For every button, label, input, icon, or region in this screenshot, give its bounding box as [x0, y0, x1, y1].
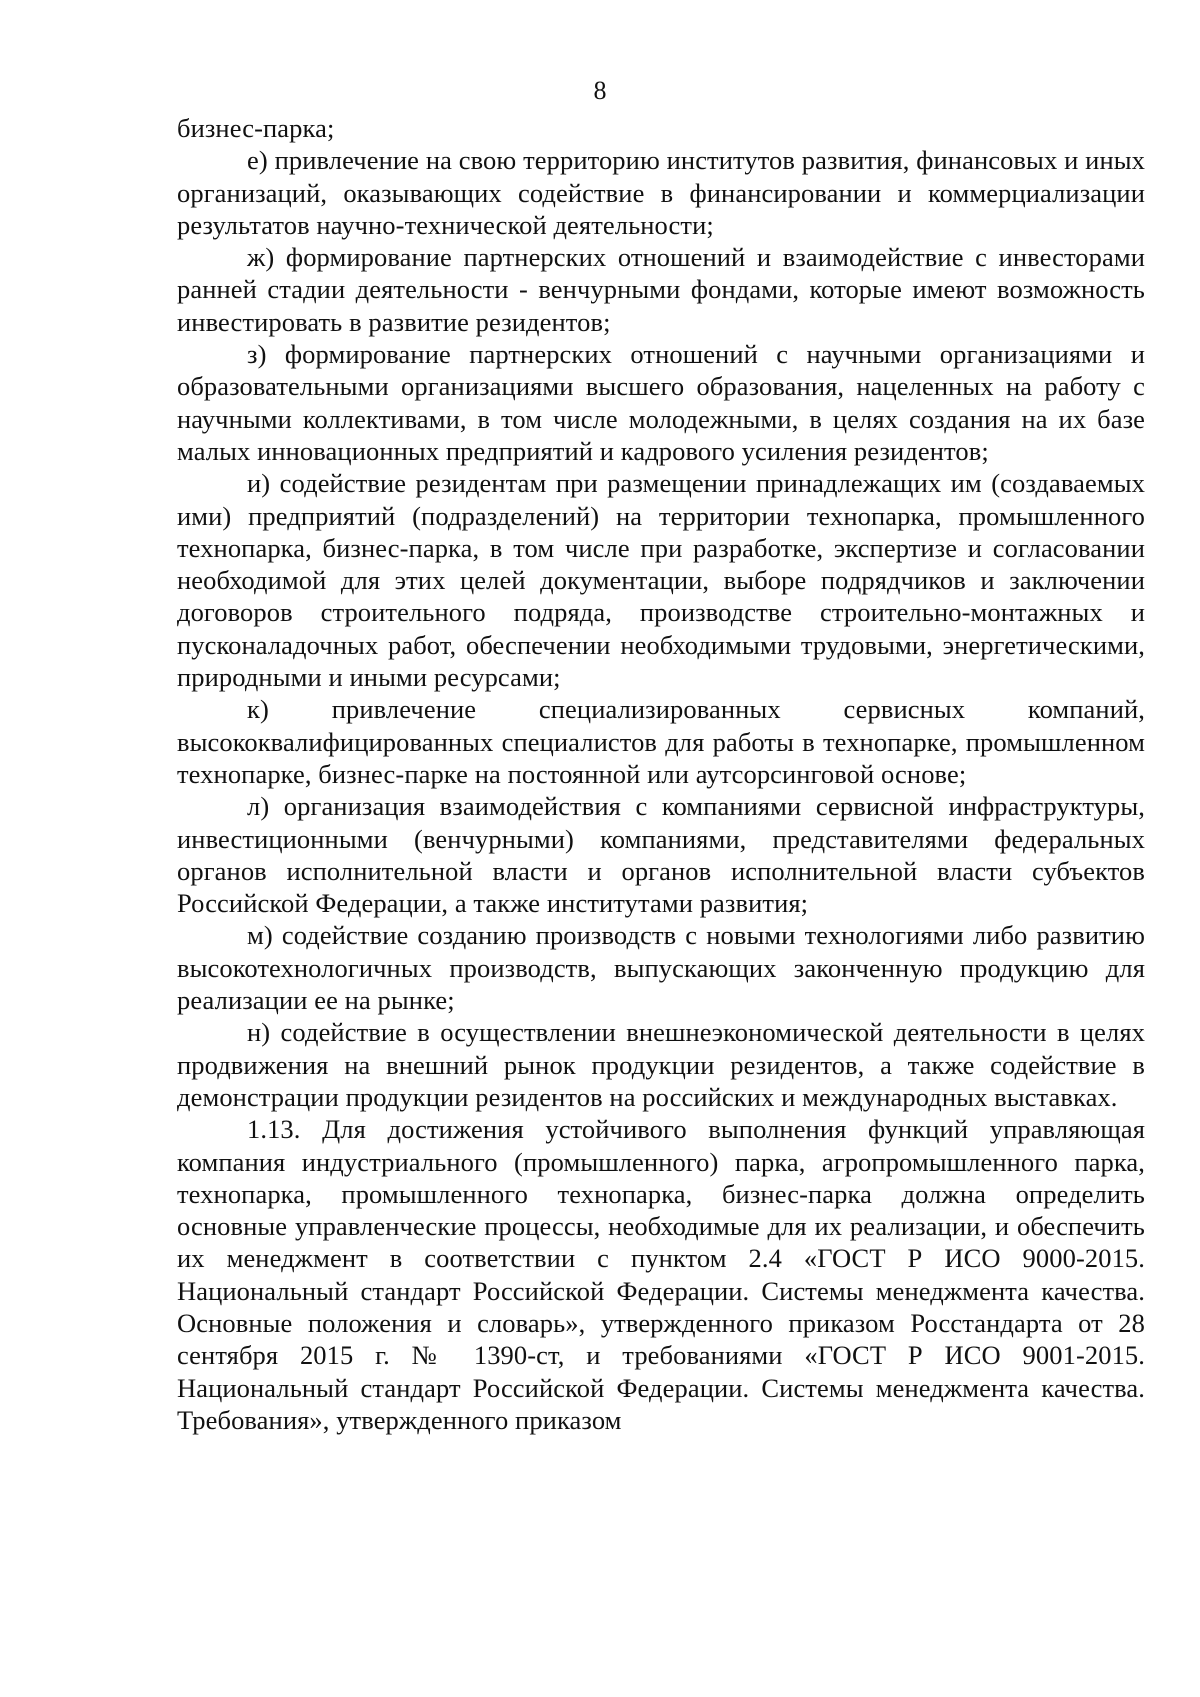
- list-item-text: содействие созданию производств с новыми технологиями либо развитию высокотехнологичных производств, выпускающих законченную продукцию для реализации ее на рынке;: [177, 920, 1145, 1016]
- paragraph-text: бизнес-парка;: [177, 113, 335, 143]
- list-item-text: организация взаимодействия с компаниями сервисной инфраструктуры, инвестиционными (венчурными) компаниями, представителями федеральных органов исполнительной власти и органов исполнительной власти субъектов Российской Федерации, а также институтами развития;: [177, 791, 1145, 919]
- list-item-l: [177, 790, 1145, 919]
- list-item-marker: з): [247, 339, 267, 370]
- document-body: [177, 112, 1145, 1436]
- paragraph-continuation: [177, 112, 1145, 144]
- list-item-marker: к): [247, 694, 269, 725]
- list-item-marker: и): [247, 468, 271, 499]
- list-item-marker: е): [247, 145, 268, 176]
- list-item-z: [177, 338, 1145, 467]
- list-item-text: содействие в осуществлении внешнеэкономической деятельности в целях продвижения на внешний рынок продукции резидентов, а также содействие в демонстрации продукции резидентов на российских и международных выставках.: [177, 1017, 1145, 1112]
- list-item-n: [177, 1016, 1145, 1113]
- page-number: 8: [593, 76, 607, 105]
- list-item-text: привлечение на свою территорию институтов развития, финансовых и иных организаций, оказывающих содействие в финансировании и коммерциализации результатов научно-технической деятельности;: [177, 145, 1145, 240]
- list-item-m: [177, 919, 1145, 1016]
- list-item-marker: л): [247, 791, 270, 822]
- list-item-marker: м): [247, 920, 273, 951]
- list-item-zh: [177, 241, 1145, 338]
- list-item-text: привлечение специализированных сервисных компаний, высококвалифицированных специалистов для работы в технопарке, промышленном технопарке, бизнес-парке на постоянной или аутсорсинговой основе;: [177, 694, 1145, 789]
- list-item-text: формирование партнерских отношений и взаимодействие с инвесторами ранней стадии деятельности - венчурными фондами, которые имеют возможность инвестировать в развитие резидентов;: [177, 242, 1146, 337]
- list-item-marker: н): [247, 1017, 271, 1048]
- list-item-text: содействие резидентам при размещении принадлежащих им (создаваемых ими) предприятий (подразделений) на территории технопарка, промышленного технопарка, бизнес-парка, в том числе при разработке, экспертизе и согласовании необходимой для этих целей документации, выборе подрядчиков и заключении договоров строительного подряда, производстве строительно-монтажных и пусконаладочных работ, обеспечении необходимыми трудовыми, энергетическими, природными и иными ресурсами;: [177, 468, 1145, 693]
- list-item-e: [177, 144, 1145, 241]
- list-item-text: формирование партнерских отношений с научными организациями и образовательными организациями высшего образования, нацеленных на работу с научными коллективами, в том числе молодежными, в целях создания на их базе малых инновационных предприятий и кадрового усиления резидентов;: [177, 339, 1145, 466]
- list-item-i: [177, 467, 1145, 693]
- section-1-13: [177, 1113, 1145, 1436]
- section-text: Для достижения устойчивого выполнения функций управляющая компания индустриального (промышленного) парка, агропромышленного парка, технопарка, промышленного технопарка, бизнес-парка должна определить основные управленческие процессы, необходимые для их реализации, и обеспечить их менеджмент в соответствии с пунктом 2.4 «ГОСТ Р ИСО 9000-2015. Национальный стандарт Российской Федерации. Системы менеджмента качества. Основные положения и словарь», утвержденного приказом Росстандарта от 28 сентября 2015 г. № 1390-ст, и требованиями «ГОСТ Р ИСО 9001-2015. Национальный стандарт Российской Федерации. Системы менеджмента качества. Требования», утвержденного приказом: [177, 1114, 1145, 1435]
- list-item-marker: ж): [247, 242, 275, 273]
- section-number: 1.13.: [247, 1114, 301, 1145]
- list-item-k: [177, 693, 1145, 790]
